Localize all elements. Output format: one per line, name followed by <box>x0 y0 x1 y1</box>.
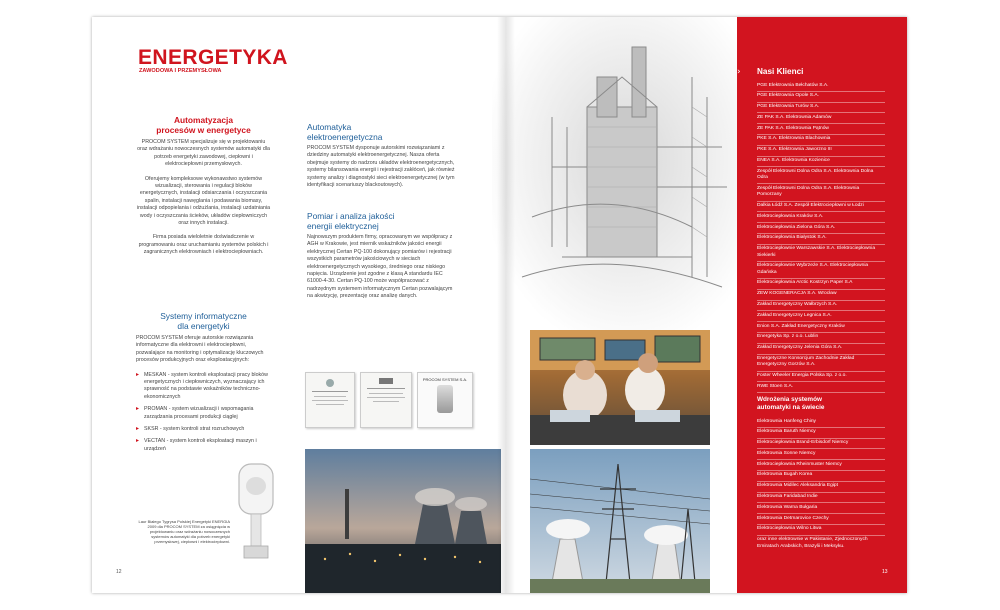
list-item: Energetyczne Konsorcjum Zachodnie Zakład Energetyczny Gorzów S.A. <box>757 355 885 372</box>
heading-line: energii elektrycznej <box>307 221 379 231</box>
list-item: PKE S.A. Elektrownia Blachownia <box>757 135 885 146</box>
heading-line: Wdrożenia systemów <box>757 396 822 403</box>
list-item: Elektrociepłownia Zielona Góra S.A. <box>757 223 885 234</box>
heading-line: elektroenergetyczna <box>307 132 383 142</box>
award-caption: Laur Białego Tygrysa Polskiej Energetyki ENERGIA 2009 dla PROCOM SYSTEM za osiągnięcia w projektowaniu oraz wdrażaniu nowoczesnych systemów automatyki dla potrzeb energetyki przemysłowej, ciepłowni i elektrociepłowni. <box>138 519 230 544</box>
clients-list <box>757 81 885 393</box>
clients-heading: Nasi Klienci <box>757 67 804 76</box>
list-item: Elektrownia Midilec Aleksandria Egipt <box>757 482 885 493</box>
cert-logo-text: PROCOM SYSTEM S.A. <box>422 377 468 382</box>
page-subtitle: ZAWODOWA I PRZEMYSŁOWA <box>139 68 222 74</box>
section-automation <box>136 115 271 264</box>
certificate <box>360 372 412 428</box>
control-room-photo <box>530 330 710 445</box>
section-heading <box>136 115 271 135</box>
clients-panel <box>737 17 907 593</box>
list-item: ENEA S.A. Elektrownia Kozienice <box>757 157 885 168</box>
power-plant-dusk-photo <box>305 449 501 593</box>
list-item: PGE Elektrownia Opole S.A. <box>757 92 885 103</box>
list-item: Energetyka Sp. z o.o. Lublin <box>757 333 885 344</box>
section-heading <box>136 311 271 331</box>
world-heading <box>757 396 825 412</box>
list-item: ZE PAK S.A. Elektrownia Pątnów <box>757 124 885 135</box>
list-item: Zespół Elektrowni Dolna Odra S.A. Elektrownia Pomorzany <box>757 184 885 201</box>
list-item: PKE S.A. Elektrownia Jaworzno III <box>757 146 885 157</box>
list-item: Elektrociepłownia Brand-Erbisdorf Niemcy <box>757 439 885 450</box>
section-body <box>136 335 271 453</box>
list-item: Elektrownia Bugah Korea <box>757 471 885 482</box>
list-item: Elektrownia Detmarovice Czechy <box>757 514 885 525</box>
list-item: Elektrownia Baruth Niemcy <box>757 428 885 439</box>
section-body: Najnowszym produktem firmy, opracowanym we współpracy z AGH w Krakowie, jest miernik wskaźników jakości energii elektrycznej Certan PQ-100 dokonujący pomiarów i rejestracji wszystkich parametrów jakościowych w sieciach elektroenergetycznych wysokiego, średniego oraz niskiego napięcia. Urządzenie jest zgodne z klasą A standardu IEC 61000-4-30. Certan PQ-100 może współpracować z nadrzędnym systemem informatycznym Certan pozwalającym na akwizycję, prezentację oraz analizę danych. <box>307 234 453 300</box>
heading-line: Pomiar i analiza jakości <box>307 211 395 221</box>
list-item: Zakład Energetyczny Jelenia Góra S.A. <box>757 344 885 355</box>
heading-line: Systemy informatyczne <box>160 311 247 321</box>
list-item: Elektrownia Warna Bułgaria <box>757 503 885 514</box>
list-item: Zakład Energetyczny Legnica S.A. <box>757 311 885 322</box>
list-item: Zespół Elektrowni Dolna Odra S.A. Elektrownia Dolna Odra <box>757 167 885 184</box>
brochure-spread <box>92 17 907 593</box>
section-power-automation <box>307 122 457 189</box>
list-item: ▸ MESKAN - system kontroli eksploatacji pracy bloków energetycznych i ciepłowniczych, wyznaczający ich sprawność na podstawie wskaźników techniczno-ekonomicznych <box>136 372 271 402</box>
paragraph: PROCOM SYSTEM specjalizuje się w projektowaniu oraz wdrażaniu nowoczesnych systemów automatyki dla potrzeb energetyki zawodowej, ciepłowni i elektrociepłowni przemysłowych. <box>137 139 270 168</box>
list-item: Elektrownia Faridabad Indie <box>757 493 885 504</box>
list-item: RWE Stoen S.A. <box>757 382 885 393</box>
heading-line: Automatyzacja <box>173 115 234 125</box>
power-lines-photo <box>530 449 710 593</box>
page-number: 12 <box>116 569 122 575</box>
world-list <box>757 417 885 552</box>
award-trophy-image <box>237 462 277 560</box>
page-title: ENERGETYKA <box>138 46 288 69</box>
list-item: ZE PAK S.A. Elektrownia Adamów <box>757 113 885 124</box>
list-item: Elektrociepłownia Rheinmuster Niemcy <box>757 460 885 471</box>
paragraph: Firma posiada wieloletnie doświadczenie w programowaniu oraz uruchamianiu systemów polskich i zagranicznych elektrowniach i elektrociepłowniach. <box>138 234 269 256</box>
list-item: PGE Elektrownia Bełchatów S.A. <box>757 81 885 92</box>
list-item: Elektrownia Hanfeng Chiny <box>757 417 885 428</box>
section-body: PROCOM SYSTEM dysponuje autorskimi rozwiązaniami z dziedziny automatyki elektroenergetycznej. Nasza oferta obejmuje systemy do nadzoru układów elektroenergetycznych, systemy bilansowania energii i rejestracji zakłóceń, jak również systemy analizy i diagnostyki sieci elektroenergetycznej (w tym identyfikacji scenariuszy blackoutowych). <box>307 145 455 189</box>
paragraph: PROCOM SYSTEM oferuje autorskie rozwiązania informatyczne dla elektrowni i elektrociepłowni, pozwalające na monitoring i optymalizację kluczowych procesów produkcyjnych oraz eksploatacyjnych: <box>136 335 264 364</box>
heading-line: procesów w energetyce <box>156 125 251 135</box>
section-heading <box>307 122 457 142</box>
product-list <box>136 372 271 454</box>
section-it-systems <box>136 311 271 458</box>
list-item: Zakład Energetyczny Wałbrzych S.A. <box>757 301 885 312</box>
list-item: Elektrociepłownie Warszawskie S.A. Elektrociepłownia Siekierki <box>757 245 885 262</box>
section-body <box>136 139 271 257</box>
list-item: Enion S.A. Zakład Energetyczny Kraków <box>757 322 885 333</box>
list-item: Dalkia Łódź S.A. Zespół Elektrociepłowni w Łodzi <box>757 202 885 213</box>
list-item: ▸ VECTAN - system kontroli eksploatacji maszyn i urządzeń <box>136 438 271 453</box>
list-item: Elektrownia Sonne Niemcy <box>757 449 885 460</box>
list-item: PGE Elektrownia Turów S.A. <box>757 103 885 114</box>
section-heading <box>307 211 457 231</box>
heading-line: Automatyka <box>307 122 352 132</box>
list-item: Elektrociepłownia Arctic Kostrzyn Paper S.A <box>757 279 885 290</box>
chevron-right-icon: › <box>737 67 741 77</box>
industrial-plant-illustration <box>492 17 737 337</box>
certificate <box>417 372 473 428</box>
paragraph: Oferujemy kompleksowe wykonawstwo systemów wizualizacji, sterowania i regulacji bloków energetycznych, instalacji odsiarczania i oczyszczania spalin, instalacji nawęglania i podawania biomasy, instalacji odpopielania i odżużlania, instalacji uzdatniania wody i oczyszczania ścieków, układów ciepłowniczych oraz innych instalacji. <box>136 175 271 227</box>
page-gutter <box>497 17 515 593</box>
list-item: Elektrociepłownia Wilno Litwa <box>757 525 885 536</box>
list-item: Foster Wheeler Energia Polska Sp. z o.o. <box>757 372 885 383</box>
list-item: Elektrociepłownia Kraków S.A. <box>757 212 885 223</box>
certificate <box>305 372 355 428</box>
list-item: ZEW KOGENERACJA S.A. Wrocław <box>757 290 885 301</box>
heading-line: automatyki na świecie <box>757 404 825 411</box>
list-item: ▸ SKSR - system kontroli strat rozruchowych <box>136 426 271 433</box>
page-number: 13 <box>882 569 888 575</box>
heading-line: dla energetyki <box>177 321 230 331</box>
certificates-image <box>305 372 475 432</box>
list-item: ▸ PROMAN - system wizualizacji i wspomagania zarządzania procesami produkcji ciągłej <box>136 406 271 421</box>
list-item: Elektrociepłownie Wybrzeże S.A. Elektrociepłownia Gdańska <box>757 262 885 279</box>
list-item: oraz inne elektrownie w Pakistanie, Zjednoczonych Emiratach Arabskich, Brazylii i Meksyku. <box>757 537 868 549</box>
list-item: Elektrociepłownia Białystok S.A. <box>757 234 885 245</box>
section-power-quality <box>307 211 457 301</box>
